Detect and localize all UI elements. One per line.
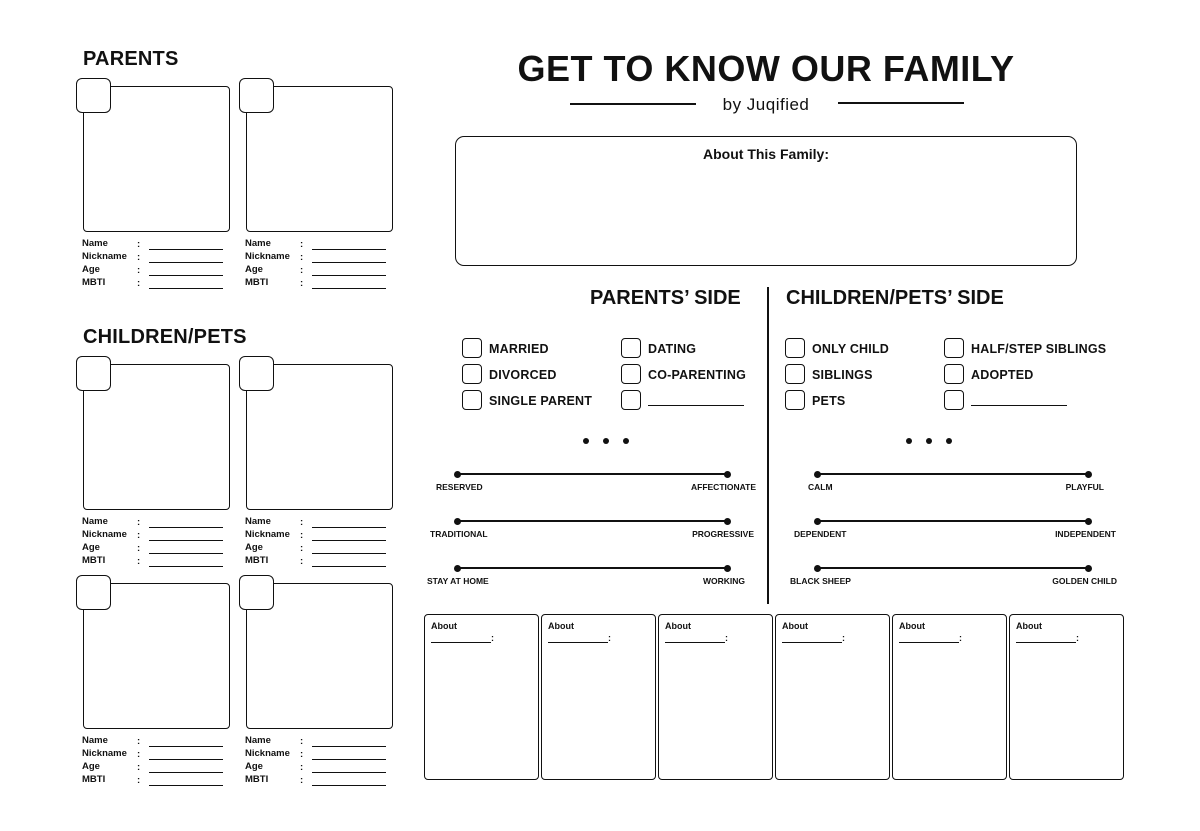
about-card[interactable] bbox=[892, 614, 1007, 780]
parents-scale-endpoint bbox=[724, 518, 731, 525]
profile-field-colon: : bbox=[300, 517, 304, 528]
checkbox-married[interactable] bbox=[462, 338, 482, 358]
profile-field-mbti bbox=[82, 774, 232, 787]
children-scale-line[interactable] bbox=[817, 567, 1088, 569]
profile-field-name bbox=[82, 735, 232, 748]
profile-field-colon: : bbox=[300, 749, 304, 760]
about-card-label: About bbox=[665, 621, 691, 631]
profile-field-label: Nickname bbox=[245, 748, 290, 759]
parents-scale-line[interactable] bbox=[457, 473, 727, 475]
ellipsis-dot bbox=[926, 438, 932, 444]
profile-field-colon: : bbox=[137, 239, 141, 250]
profile-field-age bbox=[245, 264, 395, 277]
about-card-colon: : bbox=[725, 633, 728, 643]
profile-field-blank[interactable] bbox=[149, 527, 223, 528]
profile-field-colon: : bbox=[137, 556, 141, 567]
checkbox-adopted[interactable] bbox=[944, 364, 964, 384]
checkbox-co-parenting[interactable] bbox=[621, 364, 641, 384]
about-family-box[interactable] bbox=[455, 136, 1077, 266]
profile-field-label: Nickname bbox=[245, 251, 290, 262]
child-profile-fields bbox=[82, 516, 232, 568]
profile-field-blank[interactable] bbox=[149, 746, 223, 747]
about-card-blank[interactable] bbox=[1016, 642, 1076, 643]
profile-field-colon: : bbox=[137, 775, 141, 786]
profile-field-nickname bbox=[82, 251, 232, 264]
profile-field-name bbox=[82, 516, 232, 529]
children-side-heading: CHILDREN/PETS’ SIDE bbox=[786, 287, 1004, 309]
about-card-colon: : bbox=[1076, 633, 1079, 643]
about-card[interactable] bbox=[775, 614, 890, 780]
profile-field-label: Name bbox=[82, 516, 108, 527]
profile-field-name bbox=[245, 735, 395, 748]
profile-field-colon: : bbox=[137, 543, 141, 554]
profile-field-blank[interactable] bbox=[149, 553, 223, 554]
children-scale-line[interactable] bbox=[817, 520, 1088, 522]
profile-field-age bbox=[82, 761, 232, 774]
parents-scale-endpoint bbox=[454, 565, 461, 572]
about-card-blank[interactable] bbox=[782, 642, 842, 643]
profile-field-blank[interactable] bbox=[149, 249, 223, 250]
profile-field-colon: : bbox=[300, 239, 304, 250]
profile-field-colon: : bbox=[300, 265, 304, 276]
profile-field-colon: : bbox=[137, 265, 141, 276]
parents-scale-endpoint bbox=[724, 565, 731, 572]
profile-field-label: Name bbox=[245, 238, 271, 249]
parents-scale-left-label: RESERVED bbox=[436, 482, 483, 492]
profile-field-label: MBTI bbox=[245, 774, 269, 785]
children-scale-left-label: DEPENDENT bbox=[794, 529, 847, 539]
page-title: GET TO KNOW OUR FAMILY bbox=[517, 48, 1015, 89]
profile-field-nickname bbox=[245, 251, 395, 264]
parent-profile-fields bbox=[245, 238, 395, 290]
profile-field-label: Nickname bbox=[82, 251, 127, 262]
title-rule-right bbox=[838, 102, 964, 104]
checkbox-label-married: MARRIED bbox=[489, 342, 549, 356]
about-card-label: About bbox=[1016, 621, 1042, 631]
about-card-colon: : bbox=[959, 633, 962, 643]
profile-field-label: Nickname bbox=[82, 748, 127, 759]
profile-field-label: Name bbox=[82, 238, 108, 249]
profile-field-blank[interactable] bbox=[149, 759, 223, 760]
about-card-label: About bbox=[899, 621, 925, 631]
children-scale-line[interactable] bbox=[817, 473, 1088, 475]
profile-field-name bbox=[82, 238, 232, 251]
profile-field-mbti bbox=[245, 277, 395, 290]
children-scale-endpoint bbox=[1085, 565, 1092, 572]
profile-field-colon: : bbox=[137, 252, 141, 263]
profile-field-mbti bbox=[245, 774, 395, 787]
checkbox-children-other[interactable] bbox=[944, 390, 964, 410]
parent-photo-tag[interactable] bbox=[76, 78, 111, 113]
profile-field-label: Nickname bbox=[245, 529, 290, 540]
children-scale-left-label: BLACK SHEEP bbox=[790, 576, 851, 586]
about-card-blank[interactable] bbox=[548, 642, 608, 643]
children-scale-endpoint bbox=[814, 471, 821, 478]
child-profile-fields bbox=[245, 516, 395, 568]
checkbox-label-divorced: DIVORCED bbox=[489, 368, 557, 382]
children-scale-endpoint bbox=[814, 518, 821, 525]
profile-field-label: Nickname bbox=[82, 529, 127, 540]
checkbox-label-pets: PETS bbox=[812, 394, 846, 408]
parent-profile-fields bbox=[82, 238, 232, 290]
about-card-blank[interactable] bbox=[431, 642, 491, 643]
child-photo-tag[interactable] bbox=[76, 575, 111, 610]
parents-scale-right-label: AFFECTIONATE bbox=[690, 482, 756, 492]
about-card-blank[interactable] bbox=[665, 642, 725, 643]
profile-field-colon: : bbox=[300, 556, 304, 567]
ellipsis-dot bbox=[583, 438, 589, 444]
parent-photo-tag[interactable] bbox=[239, 78, 274, 113]
checkbox-label-co-parenting: CO-PARENTING bbox=[648, 368, 746, 382]
profile-field-blank[interactable] bbox=[312, 275, 386, 276]
checkbox-siblings[interactable] bbox=[785, 364, 805, 384]
parents-other-blank[interactable] bbox=[648, 405, 744, 406]
children-scale-endpoint bbox=[814, 565, 821, 572]
profile-field-blank[interactable] bbox=[149, 785, 223, 786]
about-card[interactable] bbox=[658, 614, 773, 780]
checkbox-label-only-child: ONLY CHILD bbox=[812, 342, 890, 356]
side-divider bbox=[767, 287, 769, 604]
children-scale-right-label: PLAYFUL bbox=[1065, 482, 1104, 492]
profile-field-colon: : bbox=[300, 736, 304, 747]
ellipsis-dot bbox=[906, 438, 912, 444]
children-scale-left-label: CALM bbox=[808, 482, 833, 492]
profile-field-age bbox=[245, 761, 395, 774]
profile-field-blank[interactable] bbox=[312, 540, 386, 541]
profile-field-age bbox=[82, 542, 232, 555]
profile-field-nickname bbox=[82, 529, 232, 542]
profile-field-colon: : bbox=[137, 749, 141, 760]
parents-scale-right-label: WORKING bbox=[702, 576, 745, 586]
checkbox-dating[interactable] bbox=[621, 338, 641, 358]
profile-field-blank[interactable] bbox=[149, 566, 223, 567]
parents-scale-endpoint bbox=[454, 518, 461, 525]
profile-field-blank[interactable] bbox=[149, 540, 223, 541]
profile-field-label: Age bbox=[82, 761, 100, 772]
profile-field-colon: : bbox=[300, 762, 304, 773]
checkbox-pets[interactable] bbox=[785, 390, 805, 410]
profile-field-label: MBTI bbox=[245, 277, 269, 288]
profile-field-label: Name bbox=[245, 735, 271, 746]
profile-field-label: MBTI bbox=[82, 774, 106, 785]
profile-field-label: MBTI bbox=[82, 277, 106, 288]
parents-scale-right-label: PROGRESSIVE bbox=[692, 529, 754, 539]
checkbox-label-siblings: SIBLINGS bbox=[812, 368, 873, 382]
profile-field-blank[interactable] bbox=[312, 553, 386, 554]
profile-field-blank[interactable] bbox=[149, 262, 223, 263]
about-card[interactable] bbox=[1009, 614, 1124, 780]
profile-field-blank[interactable] bbox=[312, 746, 386, 747]
profile-field-colon: : bbox=[137, 278, 141, 289]
profile-field-label: Age bbox=[82, 542, 100, 553]
profile-field-label: Name bbox=[82, 735, 108, 746]
profile-field-mbti bbox=[82, 277, 232, 290]
profile-field-age bbox=[245, 542, 395, 555]
about-card-colon: : bbox=[491, 633, 494, 643]
profile-field-colon: : bbox=[300, 530, 304, 541]
child-profile-fields bbox=[245, 735, 395, 787]
profile-field-nickname bbox=[82, 748, 232, 761]
profile-field-name bbox=[245, 238, 395, 251]
about-card-colon: : bbox=[608, 633, 611, 643]
child-photo-tag[interactable] bbox=[76, 356, 111, 391]
about-card-label: About bbox=[548, 621, 574, 631]
profile-field-label: MBTI bbox=[82, 555, 106, 566]
profile-field-colon: : bbox=[300, 252, 304, 263]
children-other-blank[interactable] bbox=[971, 405, 1067, 406]
children-scale-endpoint bbox=[1085, 518, 1092, 525]
profile-field-mbti bbox=[82, 555, 232, 568]
profile-field-colon: : bbox=[300, 775, 304, 786]
checkbox-parents-other[interactable] bbox=[621, 390, 641, 410]
profile-field-colon: : bbox=[137, 762, 141, 773]
profile-field-label: Age bbox=[245, 761, 263, 772]
checkbox-label-single-parent: SINGLE PARENT bbox=[489, 394, 593, 408]
checkbox-single-parent[interactable] bbox=[462, 390, 482, 410]
profile-field-colon: : bbox=[137, 736, 141, 747]
ellipsis-dot bbox=[623, 438, 629, 444]
child-photo-tag[interactable] bbox=[239, 356, 274, 391]
profile-field-colon: : bbox=[137, 530, 141, 541]
checkbox-divorced[interactable] bbox=[462, 364, 482, 384]
profile-field-label: MBTI bbox=[245, 555, 269, 566]
byline: by Juqified bbox=[722, 95, 810, 114]
profile-field-age bbox=[82, 264, 232, 277]
profile-field-blank[interactable] bbox=[312, 262, 386, 263]
profile-field-blank[interactable] bbox=[149, 275, 223, 276]
profile-field-blank[interactable] bbox=[312, 527, 386, 528]
profile-field-label: Age bbox=[245, 542, 263, 553]
parents-heading: PARENTS bbox=[83, 48, 179, 70]
parents-scale-left-label: STAY AT HOME bbox=[427, 576, 489, 586]
profile-field-mbti bbox=[245, 555, 395, 568]
child-profile-fields bbox=[82, 735, 232, 787]
child-photo-tag[interactable] bbox=[239, 575, 274, 610]
ellipsis-dot bbox=[946, 438, 952, 444]
checkbox-only-child[interactable] bbox=[785, 338, 805, 358]
profile-field-blank[interactable] bbox=[312, 759, 386, 760]
parents-side-heading: PARENTS’ SIDE bbox=[590, 287, 741, 309]
profile-field-nickname bbox=[245, 529, 395, 542]
profile-field-nickname bbox=[245, 748, 395, 761]
profile-field-blank[interactable] bbox=[149, 772, 223, 773]
parents-scale-endpoint bbox=[454, 471, 461, 478]
profile-field-blank[interactable] bbox=[312, 288, 386, 289]
parents-scale-left-label: TRADITIONAL bbox=[430, 529, 488, 539]
profile-field-colon: : bbox=[300, 278, 304, 289]
profile-field-blank[interactable] bbox=[149, 288, 223, 289]
profile-field-colon: : bbox=[300, 543, 304, 554]
about-card[interactable] bbox=[541, 614, 656, 780]
parents-scale-line[interactable] bbox=[457, 567, 727, 569]
about-card[interactable] bbox=[424, 614, 539, 780]
profile-field-blank[interactable] bbox=[312, 249, 386, 250]
profile-field-label: Age bbox=[82, 264, 100, 275]
profile-field-blank[interactable] bbox=[312, 772, 386, 773]
checkbox-label-adopted: ADOPTED bbox=[971, 368, 1034, 382]
profile-field-blank[interactable] bbox=[312, 566, 386, 567]
profile-field-name bbox=[245, 516, 395, 529]
profile-field-blank[interactable] bbox=[312, 785, 386, 786]
checkbox-half-step-siblings[interactable] bbox=[944, 338, 964, 358]
profile-field-colon: : bbox=[137, 517, 141, 528]
profile-field-label: Name bbox=[245, 516, 271, 527]
children-pets-heading: CHILDREN/PETS bbox=[83, 326, 247, 348]
about-family-label: About This Family: bbox=[703, 146, 829, 162]
children-scale-right-label: INDEPENDENT bbox=[1055, 529, 1116, 539]
about-card-label: About bbox=[782, 621, 808, 631]
about-card-label: About bbox=[431, 621, 457, 631]
checkbox-label-dating: DATING bbox=[648, 342, 697, 356]
parents-scale-endpoint bbox=[724, 471, 731, 478]
children-scale-right-label: GOLDEN CHILD bbox=[1052, 576, 1117, 586]
checkbox-label-half-step-siblings: HALF/STEP SIBLINGS bbox=[971, 342, 1107, 356]
profile-field-label: Age bbox=[245, 264, 263, 275]
about-card-blank[interactable] bbox=[899, 642, 959, 643]
parents-scale-line[interactable] bbox=[457, 520, 727, 522]
ellipsis-dot bbox=[603, 438, 609, 444]
about-card-colon: : bbox=[842, 633, 845, 643]
children-scale-endpoint bbox=[1085, 471, 1092, 478]
